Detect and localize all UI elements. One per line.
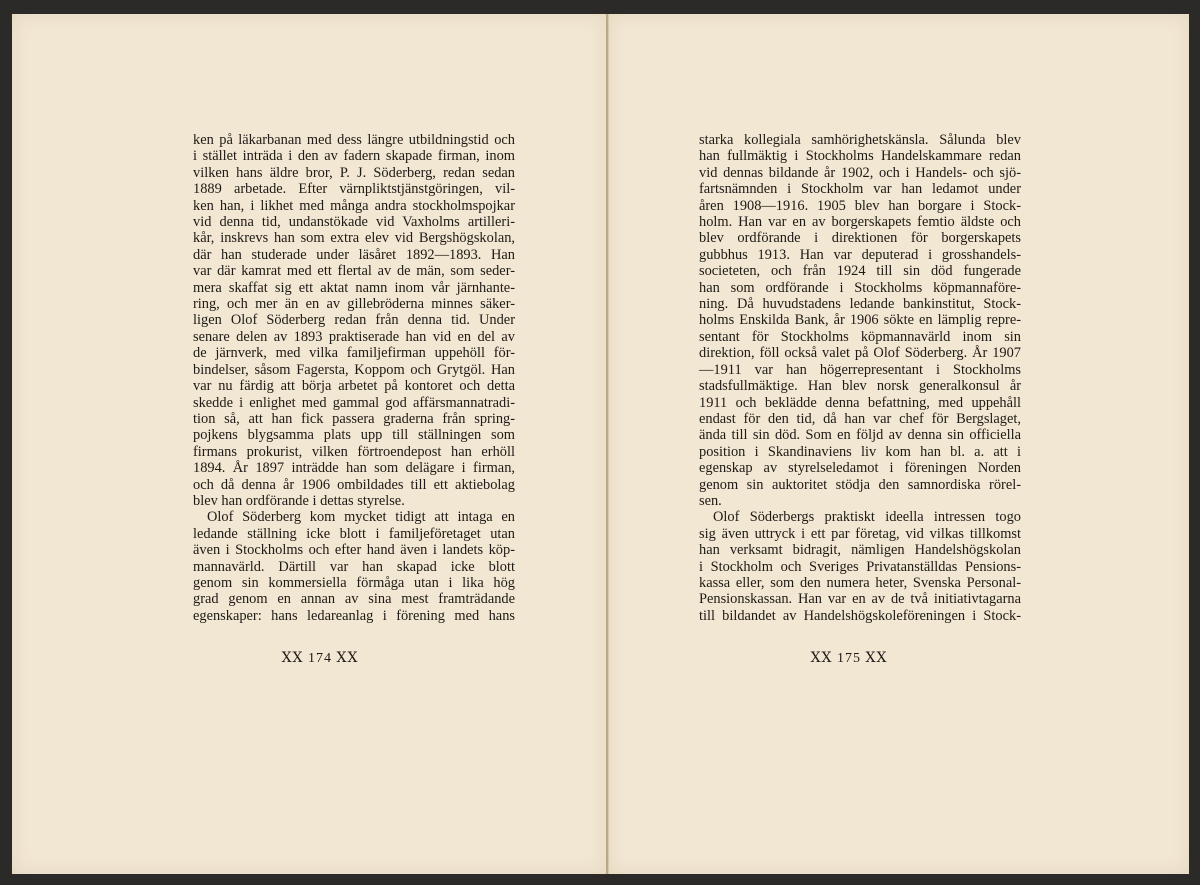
text-line: vid denna tid, undanstökade vid Vaxholms artilleri- — [193, 214, 515, 231]
text-line: åren 1908—1916. 1905 blev han borgare i Stock- — [699, 197, 1021, 214]
text-line: stadsfullmäktige. Han blev norsk generalkonsul år — [699, 378, 1021, 395]
text-line: ken han, i likhet med många andra stockholmspojkar — [193, 197, 515, 214]
book-spread — [12, 14, 1188, 874]
text-line: vid dennas bildande år 1902, och i Handels- och sjö- — [699, 164, 1021, 181]
text-line: firmans prokurist, vilken förtroendepost han erhöll — [193, 443, 515, 460]
text-line: där han studerade under läsåret 1892—1893. Han — [193, 246, 515, 263]
text-line: han fullmäktig i Stockholms Handelskammare redan — [699, 148, 1021, 165]
text-line: endast för den tid, då han var chef för Bergslaget, — [699, 410, 1021, 427]
text-line: genom sin kommersiella förmåga utan i lika hög — [193, 574, 515, 591]
text-line: sentant för Stockholms köpmannavärld inom sin — [699, 328, 1021, 345]
text-line: mera skaffat sig ett aktat namn inom vår järnhante- — [193, 279, 515, 296]
text-line: ring, och mer än en av gillebröderna minnes säker- — [193, 296, 515, 313]
text-line: även i Stockholms och efter hand även i landets köp- — [193, 542, 515, 559]
text-line: skedde i enlighet med gammal god affärsmannatradi- — [193, 394, 515, 411]
text-line: ligen Olof Söderberg redan från denna tid. Under — [193, 312, 515, 329]
text-line: blev han ordförande i dettas styrelse. — [193, 492, 405, 509]
text-line: de järnverk, med vilka familjefirman uppehöll för- — [193, 345, 515, 362]
text-line: grad genom en annan av sina mest framträdande — [193, 591, 515, 608]
text-line: direktion, föll också valet på Olof Söderberg. År 1907 — [699, 345, 1021, 362]
text-line: Olof Söderberg kom mycket tidigt att intaga en — [207, 509, 515, 526]
text-line: sig även uttryck i ett par företag, vid vilkas tillkomst — [699, 525, 1021, 542]
text-line: senare delen av 1893 praktiserade han vid en del av — [193, 328, 515, 345]
text-line: holm. Han var en av borgerskapets femtio äldste och — [699, 214, 1021, 231]
text-line: bindelser, såsom Fagersta, Koppom och Grytgöl. Han — [193, 361, 515, 378]
text-line: 1911 och beklädde denna befattning, med uppehåll — [699, 394, 1021, 411]
text-line: societeten, och från 1924 till sin död fungerade — [699, 263, 1021, 280]
text-line: gubbhus 1913. Han var deputerad i grosshandels- — [699, 246, 1021, 263]
text-line: Olof Söderbergs praktiskt ideella intressen togo — [713, 509, 1021, 526]
text-line: var där kamrat med ett flertal av de män, som seder- — [193, 263, 515, 280]
text-line: holms Enskilda Bank, år 1906 sökte en lämplig repre- — [699, 312, 1021, 329]
right-page-text — [699, 132, 1021, 624]
left-page — [12, 14, 607, 874]
text-line: starka kollegiala samhörighetskänsla. Sålunda blev — [699, 132, 1021, 148]
text-line: var nu färdig att börja arbetet på kontoret och detta — [193, 378, 515, 395]
right-page — [608, 14, 1189, 874]
text-line: ken på läkarbanan med dess längre utbildningstid och — [193, 132, 515, 148]
text-line: vilken hans äldre bror, P. J. Söderberg, redan sedan — [193, 164, 515, 181]
text-line: ledande ställning icke blott i familjeföretaget utan — [193, 525, 515, 542]
text-line: genom sin auktoritet stödja den samnordiska rörel- — [699, 476, 1021, 493]
text-line: fartsnämnden i Stockholm var han ledamot under — [699, 181, 1021, 198]
text-line: Pensionskassan. Han var en av de två initiativtagarna — [699, 591, 1021, 608]
text-line: pojkens blygsamma plats upp till ställningen som — [193, 427, 515, 444]
text-line: sen. — [699, 492, 722, 509]
text-line: egenskap av styrelseledamot i föreningen Norden — [699, 460, 1021, 477]
text-line: 1894. År 1897 inträdde han som delägare i firman, — [193, 460, 515, 477]
text-line: kassa eller, som den numera heter, Svenska Personal- — [699, 574, 1021, 591]
text-line: —1911 var han högerrepresentant i Stockholms — [699, 361, 1021, 378]
text-line: egenskaper: hans ledareanlag i förening med hans — [193, 607, 515, 624]
text-line: i Stockholm och Sveriges Privatanställdas Pensions- — [699, 558, 1021, 575]
text-line: och då denna år 1906 ombildades till ett aktiebolag — [193, 476, 515, 493]
left-page-text — [193, 132, 515, 624]
text-line: 1889 arbetade. Efter värnpliktstjänstgöringen, vil- — [193, 181, 515, 198]
text-line: till bildandet av Handelshögskoleföreningen i Stock- — [699, 607, 1021, 624]
text-line: mannavärld. Därtill var han skapad icke blott — [193, 558, 515, 575]
left-page-number: ⅩⅩ 174 ⅩⅩ — [281, 651, 359, 666]
text-line: ända till sin död. Som en följd av denna sin officiella — [699, 427, 1021, 444]
text-line: han som ordförande i Stockholms köpmannaföre- — [699, 279, 1021, 296]
text-line: tion så, att han fick passera graderna från spring- — [193, 410, 515, 427]
right-page-number: ⅩⅩ 175 ⅩⅩ — [810, 651, 888, 666]
text-line: han verksamt bidragit, nämligen Handelshögskolan — [699, 542, 1021, 559]
text-line: kår, inskrevs han som extra elev vid Bergshögskolan, — [193, 230, 515, 247]
text-line: blev ordförande i direktionen för borgerskapets — [699, 230, 1021, 247]
text-line: ning. Då huvudstadens ledande bankinstitut, Stock- — [699, 296, 1021, 313]
text-line: position i Skandinaviens liv kom han bl. a. att i — [699, 443, 1021, 460]
text-line: i stället inträda i den av fadern skapade firman, inom — [193, 148, 515, 165]
